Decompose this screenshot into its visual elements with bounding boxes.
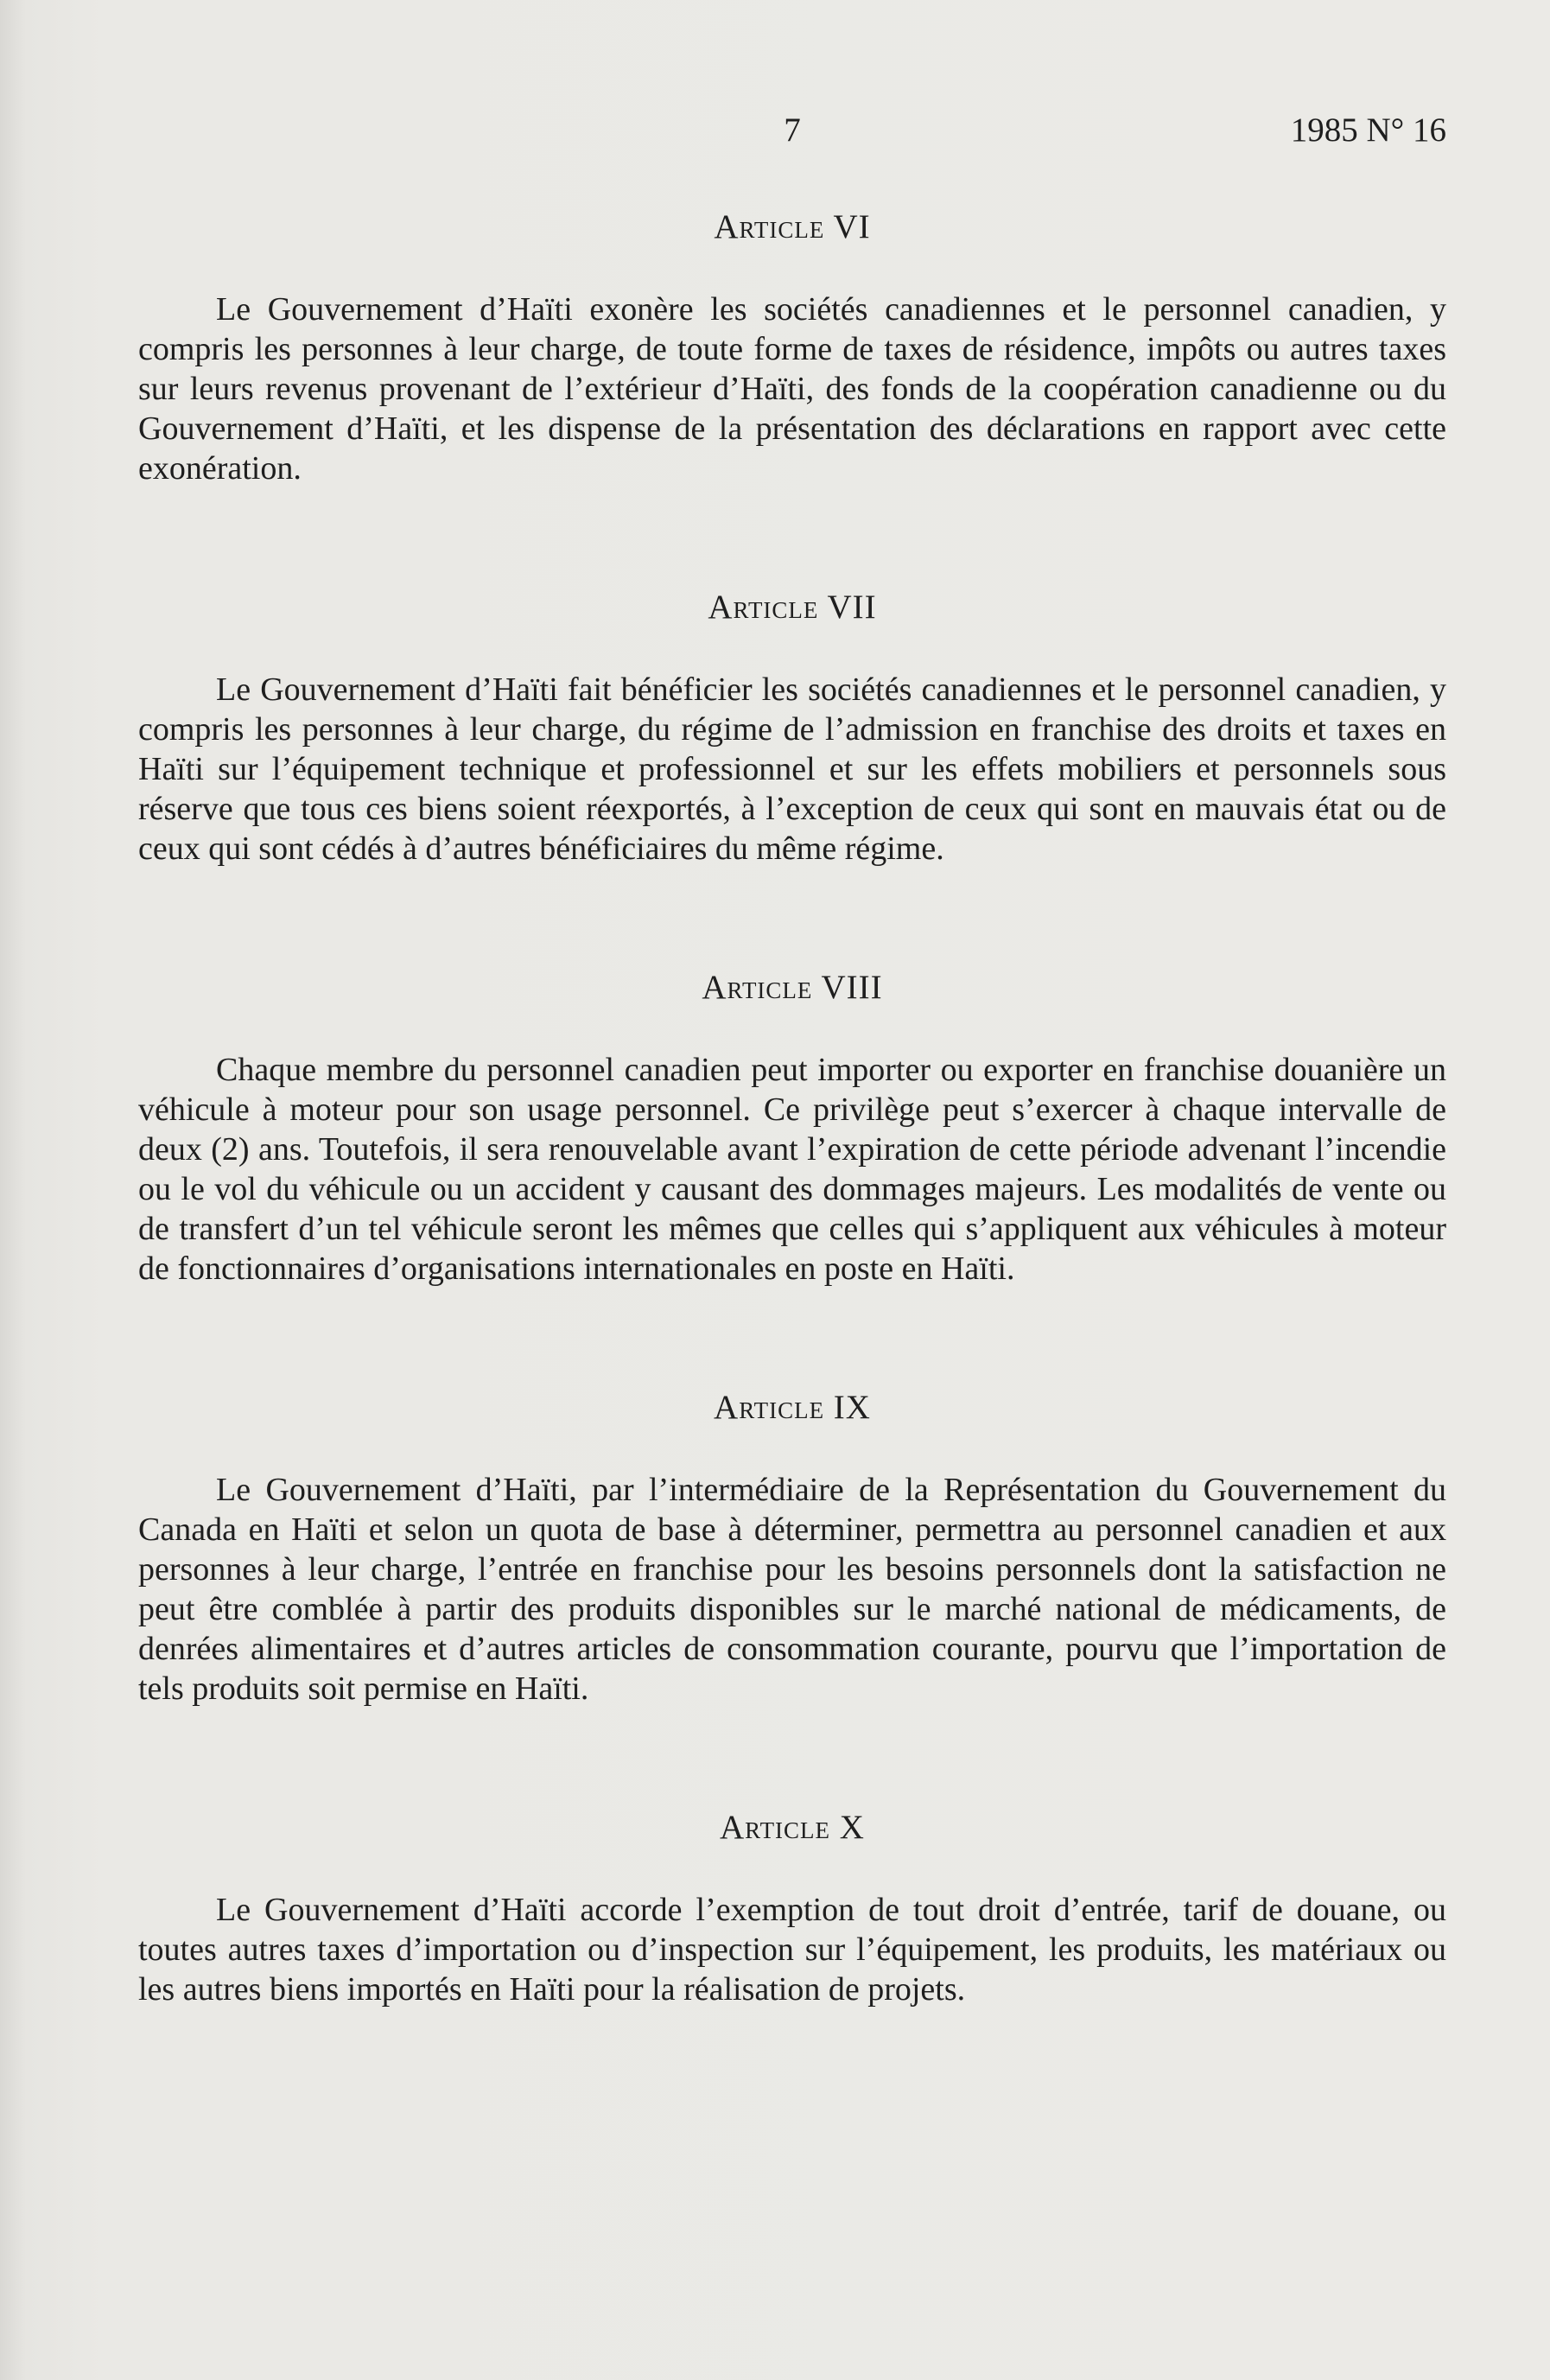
article-title: Article VII: [708, 589, 877, 626]
section-gap: [138, 1709, 1446, 1808]
page-number: 7: [784, 111, 801, 149]
section-gap: [138, 869, 1446, 968]
article-text: Le Gouvernement d’Haïti fait bénéficier les sociétés canadiennes et le personnel canadien, y compris les personnes à leur charge, du régime de l’admission en franchise des droits et taxes en Haïti sur l’équipement technique et professionnel et sur les effets mobiliers et personnels sous réserve que tous ces biens soient réexportés, à l’exception de ceux qui sont en mauvais état ou de ceux qui sont cédés à d’autres bénéficiaires du même régime.: [138, 671, 1446, 867]
article-ix: [138, 1388, 1446, 1709]
document-reference: 1985 N° 16: [1290, 111, 1446, 149]
article-vii: [138, 588, 1446, 869]
article-text: Chaque membre du personnel canadien peut importer ou exporter en franchise douanière un véhicule à moteur pour son usage personnel. Ce privilège peut s’exercer à chaque intervalle de deux (2) ans. Toutefois, il sera renouvelable avant l’expiration de cette période advenant l’incendie ou le vol du véhicule ou un accident y causant des dommages majeurs. Les modalités de vente ou de transfert d’un tel véhicule seront les mêmes que celles qui s’appliquent aux véhicules à moteur de fonctionnaires d’organisations internationales en poste en Haïti.: [138, 1052, 1446, 1287]
article-title: Article VIII: [702, 969, 883, 1006]
page-header: [138, 111, 1446, 154]
article-text: Le Gouvernement d’Haïti, par l’intermédiaire de la Représentation du Gouvernement du Canada en Haïti et selon un quota de base à déterminer, permettra au personnel canadien et aux personnes à leur charge, l’entrée en franchise pour les besoins personnels dont la satisfaction ne peut être comblée à partir des produits disponibles sur le marché national de médicaments, de denrées alimentaires et d’autres articles de consommation courante, pourvu que l’importation de tels produits soit permise en Haïti.: [138, 1472, 1446, 1707]
article-viii: [138, 968, 1446, 1289]
article-title: Article VI: [714, 208, 871, 245]
article-vi: [138, 207, 1446, 488]
section-gap: [138, 488, 1446, 588]
article-title: Article IX: [714, 1389, 871, 1426]
document-body: [138, 207, 1446, 2009]
article-text: Le Gouvernement d’Haïti exonère les sociétés canadiennes et le personnel canadien, y compris les personnes à leur charge, de toute forme de taxes de résidence, impôts ou autres taxes sur leurs revenus provenant de l’extérieur d’Haïti, des fonds de la coopération canadienne ou du Gouvernement d’Haïti, et les dispense de la présentation des déclarations en rapport avec cette exonération.: [138, 291, 1446, 487]
section-gap: [138, 1289, 1446, 1388]
article-title: Article X: [720, 1809, 865, 1846]
article-text: Le Gouvernement d’Haïti accorde l’exemption de tout droit d’entrée, tarif de douane, ou toutes autres taxes d’importation ou d’inspection sur l’équipement, les produits, les matériaux ou les autres biens importés en Haïti pour la réalisation de projets.: [138, 1892, 1446, 2008]
article-x: [138, 1808, 1446, 2009]
